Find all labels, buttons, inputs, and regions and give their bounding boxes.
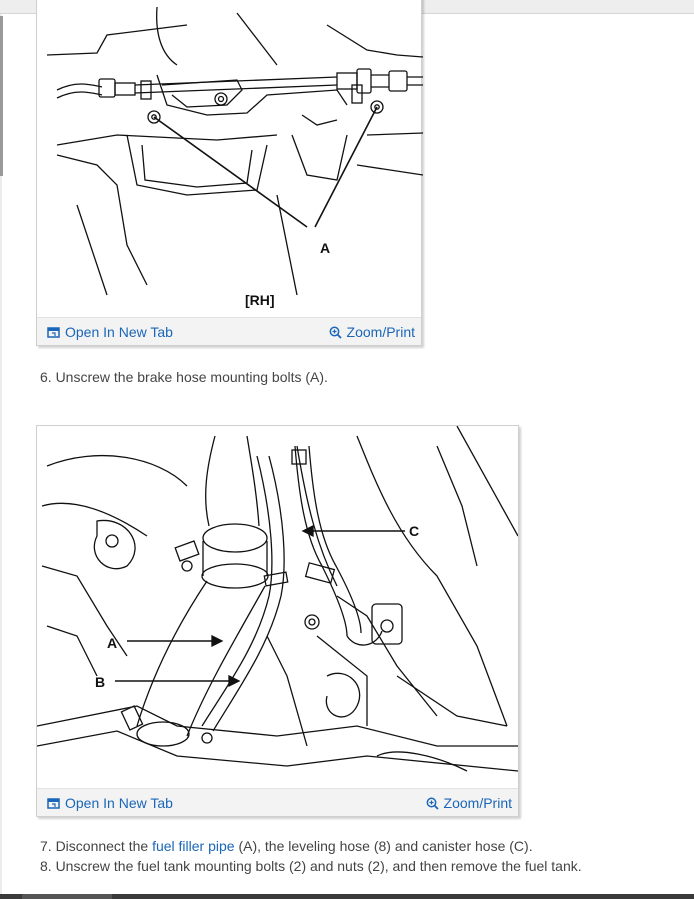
open-in-new-tab-label: Open In New Tab	[65, 324, 173, 340]
figure-fuel-tank	[36, 425, 519, 817]
open-in-new-tab-icon	[47, 797, 60, 810]
zoom-print-link[interactable]	[426, 795, 512, 811]
step-7-text-start: 7. Disconnect the	[40, 838, 153, 854]
diagram-callout-a: A	[320, 240, 331, 256]
open-in-new-tab-link[interactable]	[47, 324, 173, 340]
step-6: 6. Unscrew the brake hose mounting bolts (A).	[40, 369, 328, 385]
step-8: 8. Unscrew the fuel tank mounting bolts (2) and nuts (2), and then remove the fuel tank.	[40, 858, 582, 874]
diagram-callout-a: A	[107, 635, 118, 651]
zoom-in-icon	[329, 326, 342, 339]
brake-hose-illustration	[37, 0, 423, 315]
diagram-callout-b: B	[95, 674, 106, 690]
taskbar-segment	[22, 894, 112, 899]
diagram-brake-hose[interactable]	[37, 0, 423, 315]
zoom-print-link[interactable]	[329, 324, 415, 340]
scrollbar-thumb[interactable]	[0, 16, 3, 176]
diagram-fuel-tank-hoses[interactable]	[37, 426, 518, 788]
open-in-new-tab-link[interactable]	[47, 795, 173, 811]
figure-brake-hose	[36, 0, 422, 346]
zoom-print-label: Zoom/Print	[443, 795, 512, 811]
step-7-text-end: (A), the leveling hose (8) and canister hose (C).	[234, 838, 533, 854]
zoom-print-label: Zoom/Print	[346, 324, 415, 340]
diagram-view-label: [RH]	[245, 292, 275, 308]
fuel-tank-illustration	[37, 426, 518, 788]
open-in-new-tab-icon	[47, 326, 60, 339]
fuel-filler-pipe-link[interactable]: fuel filler pipe	[152, 838, 235, 854]
diagram-callout-c: C	[409, 523, 420, 539]
bottom-taskbar	[0, 894, 694, 899]
figure-toolbar	[37, 317, 421, 345]
figure-toolbar	[37, 788, 518, 816]
open-in-new-tab-label: Open In New Tab	[65, 795, 173, 811]
zoom-in-icon	[426, 797, 439, 810]
step-7	[40, 838, 533, 854]
